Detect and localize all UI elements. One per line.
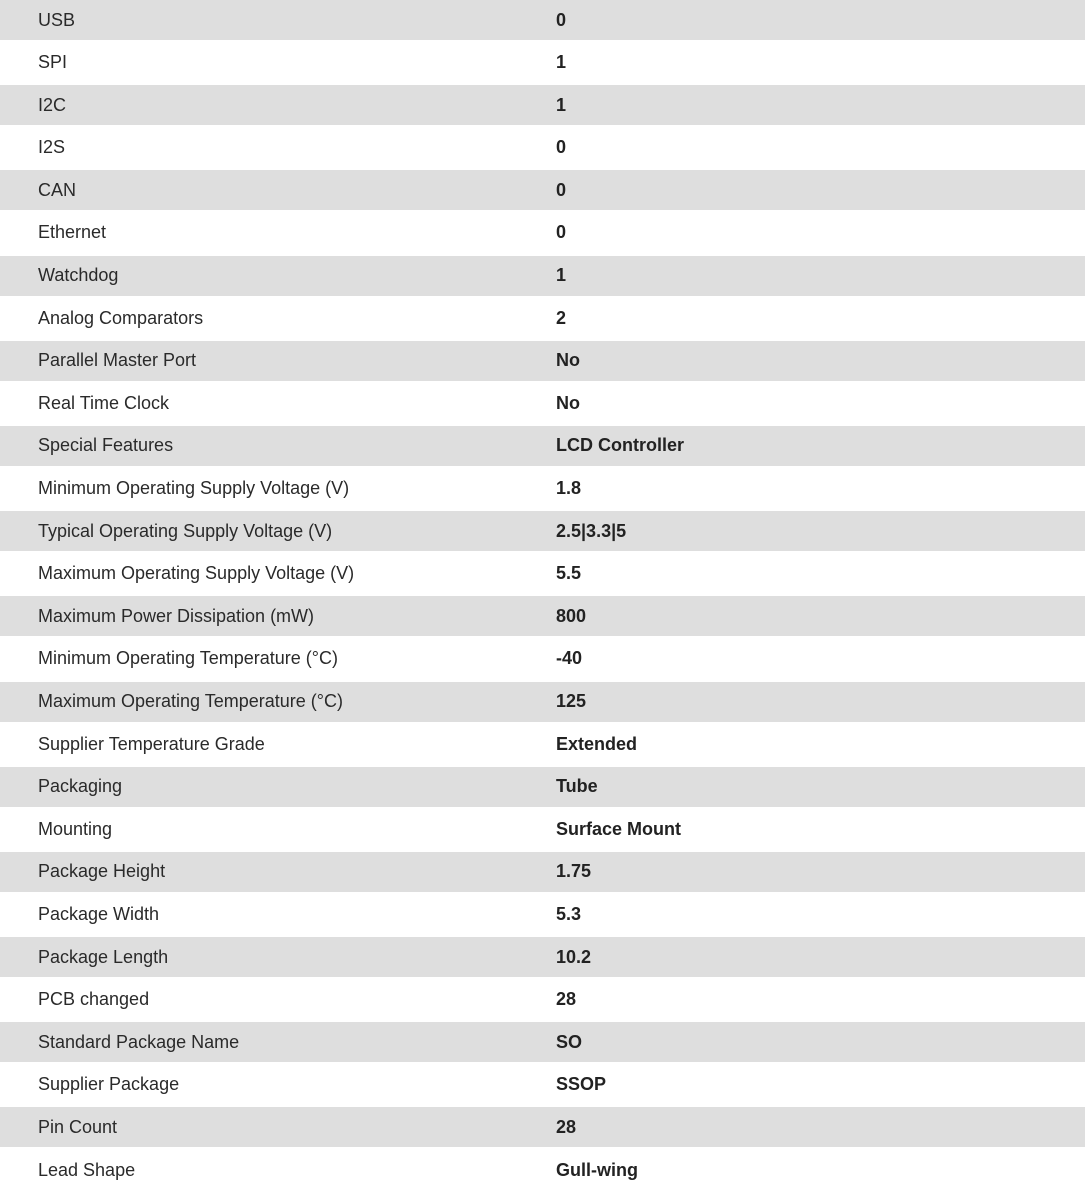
spec-label: Supplier Package xyxy=(38,1074,180,1095)
spec-row xyxy=(0,1064,1085,1107)
spec-label: Lead Shape xyxy=(38,1159,136,1180)
spec-value: 10.2 xyxy=(556,946,592,967)
spec-label: Packaging xyxy=(38,776,123,797)
spec-label: I2S xyxy=(38,137,66,158)
spec-row xyxy=(0,426,1085,466)
spec-label: Analog Comparators xyxy=(38,307,204,328)
spec-label: SPI xyxy=(38,52,68,73)
spec-row xyxy=(0,85,1085,125)
spec-value: SO xyxy=(556,1031,583,1052)
spec-row xyxy=(0,511,1085,551)
spec-row xyxy=(0,1107,1085,1147)
spec-label: Minimum Operating Temperature (°C) xyxy=(38,648,338,669)
spec-value: 28 xyxy=(556,989,577,1010)
spec-value: 2 xyxy=(556,307,567,328)
spec-row xyxy=(0,893,1085,936)
spec-label: Mounting xyxy=(38,818,113,839)
spec-row xyxy=(0,170,1085,210)
spec-value: 1 xyxy=(556,265,567,286)
spec-label: Typical Operating Supply Voltage (V) xyxy=(38,520,333,541)
spec-value: -40 xyxy=(556,648,583,669)
spec-row xyxy=(0,41,1085,84)
spec-row xyxy=(0,852,1085,892)
spec-value: Surface Mount xyxy=(556,818,682,839)
spec-label: PCB changed xyxy=(38,989,150,1010)
spec-label: Pin Count xyxy=(38,1116,118,1137)
spec-value: 1 xyxy=(556,52,567,73)
spec-value: 5.5 xyxy=(556,563,582,584)
spec-label: USB xyxy=(38,9,76,30)
spec-row xyxy=(0,682,1085,722)
spec-label: CAN xyxy=(38,179,77,200)
spec-label: Package Width xyxy=(38,903,160,924)
spec-row xyxy=(0,256,1085,296)
spec-row xyxy=(0,297,1085,340)
spec-value: 800 xyxy=(556,605,587,626)
spec-value: SSOP xyxy=(556,1074,607,1095)
spec-value: LCD Controller xyxy=(556,435,684,456)
spec-label: Standard Package Name xyxy=(38,1031,240,1052)
spec-value: 28 xyxy=(556,1116,577,1137)
spec-row xyxy=(0,212,1085,255)
spec-label: Parallel Master Port xyxy=(38,350,197,371)
spec-row xyxy=(0,467,1085,510)
spec-value: 1.8 xyxy=(556,478,582,499)
spec-label: Real Time Clock xyxy=(38,392,170,413)
spec-label: Maximum Operating Temperature (°C) xyxy=(38,691,343,711)
spec-row xyxy=(0,341,1085,381)
spec-value: 0 xyxy=(556,222,567,243)
spec-row xyxy=(0,978,1085,1021)
spec-value: Extended xyxy=(556,733,638,754)
spec-value: 0 xyxy=(556,179,567,200)
spec-row xyxy=(0,552,1085,595)
spec-row xyxy=(0,767,1085,807)
spec-label: Watchdog xyxy=(38,265,119,286)
spec-value: 5.3 xyxy=(556,903,582,924)
spec-value: 1.75 xyxy=(556,861,592,882)
spec-value: 125 xyxy=(556,691,587,711)
spec-row xyxy=(0,1022,1085,1062)
spec-row xyxy=(0,638,1085,681)
spec-row xyxy=(0,937,1085,977)
spec-row xyxy=(0,596,1085,636)
spec-value: No xyxy=(556,392,580,413)
spec-row xyxy=(0,808,1085,851)
spec-value: 0 xyxy=(556,137,567,158)
spec-value: 2.5|3.3|5 xyxy=(556,520,627,541)
spec-value: 0 xyxy=(556,9,567,30)
spec-row xyxy=(0,126,1085,169)
spec-label: I2C xyxy=(38,94,67,115)
spec-label: Special Features xyxy=(38,435,174,456)
spec-label: Ethernet xyxy=(38,222,107,243)
spec-label: Minimum Operating Supply Voltage (V) xyxy=(38,478,350,499)
spec-row xyxy=(0,0,1085,40)
spec-label: Package Height xyxy=(38,861,166,882)
spec-label: Maximum Operating Supply Voltage (V) xyxy=(38,563,355,584)
spec-value: 1 xyxy=(556,94,567,115)
spec-row xyxy=(0,1149,1085,1191)
spec-value: Tube xyxy=(556,776,598,797)
spec-label: Maximum Power Dissipation (mW) xyxy=(38,605,315,626)
spec-row xyxy=(0,723,1085,766)
spec-value: Gull-wing xyxy=(556,1159,638,1180)
spec-row xyxy=(0,382,1085,425)
spec-label: Package Length xyxy=(38,946,169,967)
spec-label: Supplier Temperature Grade xyxy=(38,733,265,754)
spec-value: No xyxy=(556,350,580,371)
